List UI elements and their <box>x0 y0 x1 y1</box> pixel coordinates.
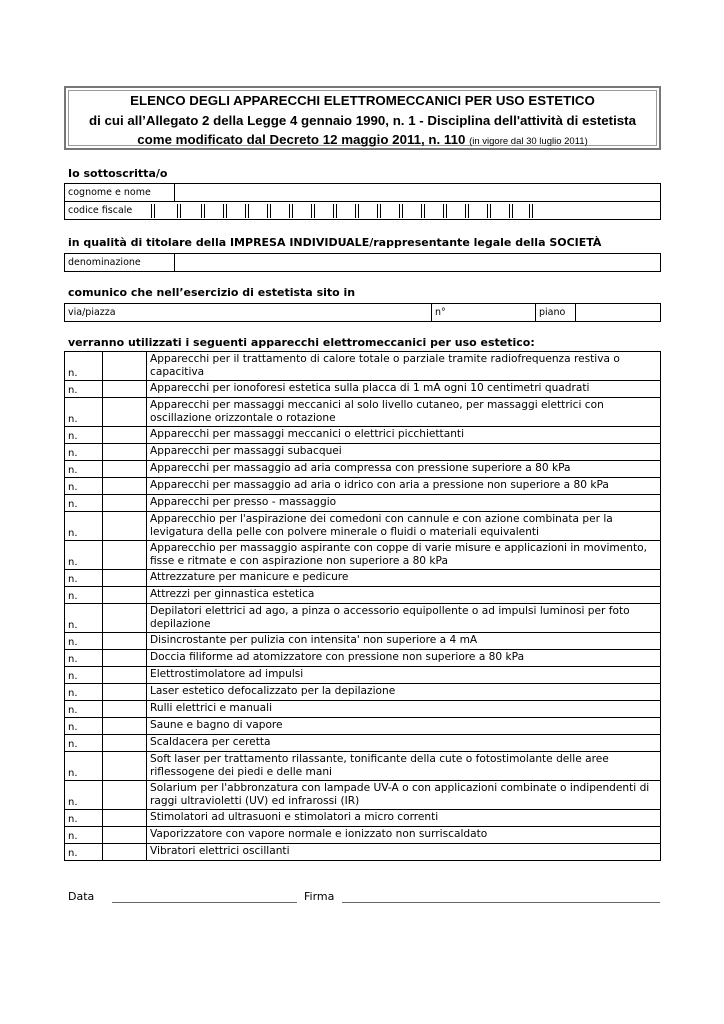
codice-fiscale-cell-separator <box>355 204 359 218</box>
codice-fiscale-cell-separator <box>245 204 249 218</box>
equipment-description: Saune e bagno di vapore <box>150 719 283 731</box>
codice-fiscale-cell-separator <box>421 204 425 218</box>
equipment-row <box>64 444 661 461</box>
codice-fiscale-cell-separator <box>267 204 271 218</box>
codice-fiscale-cell-separator <box>443 204 447 218</box>
quantity-input-cell[interactable] <box>102 461 147 477</box>
equipment-row <box>64 427 661 444</box>
equipment-description: Apparecchio per l'aspirazione dei comedoni con cannule e con azione combinata per la levigatura della pelle con polvere minerale o fluidi o materiali equivalenti <box>150 513 613 538</box>
quantity-input-cell[interactable] <box>102 587 147 603</box>
quantity-input-cell[interactable] <box>102 512 147 540</box>
quantity-label: n. <box>68 831 78 842</box>
equipment-description: Depilatori elettrici ad ago, a pinza o accessorio equipollente o ad impulsi luminosi per foto depilazione <box>150 605 630 630</box>
codice-fiscale-cell-separator <box>223 204 227 218</box>
quantity-input-cell[interactable] <box>102 541 147 569</box>
quantity-input-cell[interactable] <box>102 427 147 443</box>
denominazione-label: denominazione <box>68 257 141 268</box>
quantity-input-cell[interactable] <box>102 752 147 780</box>
quantity-label: n. <box>68 620 78 631</box>
quantity-input-cell[interactable] <box>102 810 147 826</box>
equipment-row <box>64 844 661 861</box>
codice-fiscale-cell-separator <box>487 204 491 218</box>
denominazione-field[interactable] <box>64 253 661 272</box>
quantity-label: n. <box>68 528 78 539</box>
quantity-label: n. <box>68 814 78 825</box>
quantity-label: n. <box>68 448 78 459</box>
codice-fiscale-cell-separator <box>333 204 337 218</box>
equipment-description: Rulli elettrici e manuali <box>150 702 273 714</box>
codice-fiscale-cell-separator <box>311 204 315 218</box>
quantity-input-cell[interactable] <box>102 844 147 860</box>
equipment-row <box>64 587 661 604</box>
quantity-label: n. <box>68 368 78 379</box>
codice-fiscale-label: codice fiscale <box>68 205 133 216</box>
equipment-description: Attrezzi per ginnastica estetica <box>150 588 315 600</box>
quantity-input-cell[interactable] <box>102 398 147 426</box>
equipment-description: Vaporizzatore con vapore normale e ionizzato non surriscaldato <box>150 828 488 840</box>
numero-civico-label: n° <box>435 307 446 318</box>
equipment-description: Apparecchi per massaggi subacquei <box>150 445 342 457</box>
equipment-row <box>64 667 661 684</box>
quantity-input-cell[interactable] <box>102 478 147 494</box>
equipment-description: Scaldacera per ceretta <box>150 736 271 748</box>
equipment-description: Apparecchi per massaggi meccanici o elettrici picchiettanti <box>150 428 465 440</box>
equipment-row <box>64 701 661 718</box>
title-note: (in vigore dal 30 luglio 2011) <box>469 136 588 147</box>
quantity-input-cell[interactable] <box>102 352 147 380</box>
codice-fiscale-cell-separator <box>151 204 155 218</box>
quantity-label: n. <box>68 722 78 733</box>
quantity-label: n. <box>68 431 78 442</box>
equipment-description: Disincrostante per pulizia con intensita' non superiore a 4 mA <box>150 634 478 646</box>
quantity-label: n. <box>68 591 78 602</box>
section-heading-apparecchi: verranno utilizzati i seguenti apparecchi elettromeccanici per uso estetico: <box>68 336 535 349</box>
section-heading-sottoscritto: Io sottoscritta/o <box>68 167 168 180</box>
quantity-input-cell[interactable] <box>102 650 147 666</box>
quantity-input-cell[interactable] <box>102 827 147 843</box>
codice-fiscale-cell-separator <box>377 204 381 218</box>
equipment-row <box>64 381 661 398</box>
equipment-description: Apparecchi per massaggio ad aria compressa con pressione superiore a 80 kPa <box>150 462 571 474</box>
data-label: Data <box>68 890 95 903</box>
codice-fiscale-cell-separator <box>201 204 205 218</box>
quantity-label: n. <box>68 797 78 808</box>
equipment-row <box>64 398 661 427</box>
codice-fiscale-cell-separator <box>529 204 533 218</box>
equipment-description: Elettrostimolatore ad impulsi <box>150 668 304 680</box>
codice-fiscale-cell-separator <box>465 204 469 218</box>
equipment-row <box>64 781 661 810</box>
quantity-label: n. <box>68 848 78 859</box>
equipment-row <box>64 461 661 478</box>
quantity-label: n. <box>68 465 78 476</box>
section-heading-esercizio: comunico che nell’esercizio di estetista sito in <box>68 286 356 299</box>
equipment-description: Doccia filiforme ad atomizzatore con pressione non superiore a 80 kPa <box>150 651 525 663</box>
equipment-description: Apparecchi per massaggio ad aria o idrico con aria a pressione non superiore a 80 kPa <box>150 479 609 491</box>
codice-fiscale-cell-separator <box>509 204 513 218</box>
codice-fiscale-field[interactable] <box>64 201 661 220</box>
quantity-input-cell[interactable] <box>102 633 147 649</box>
quantity-input-cell[interactable] <box>102 781 147 809</box>
quantity-input-cell[interactable] <box>102 495 147 511</box>
quantity-label: n. <box>68 671 78 682</box>
equipment-row <box>64 352 661 381</box>
quantity-label: n. <box>68 654 78 665</box>
title-box <box>64 86 661 150</box>
quantity-input-cell[interactable] <box>102 667 147 683</box>
quantity-input-cell[interactable] <box>102 735 147 751</box>
quantity-label: n. <box>68 637 78 648</box>
equipment-row <box>64 735 661 752</box>
equipment-description: Soft laser per trattamento rilassante, tonificante della cute o fotostimolante delle aree riflessogene dei piedi e delle mani <box>150 753 609 778</box>
cognome-nome-label: cognome e nome <box>68 187 151 198</box>
equipment-description: Apparecchi per massaggi meccanici al solo livello cutaneo, per massaggi elettrici con oscillazione orizzontale o rotazione <box>150 399 604 424</box>
quantity-label: n. <box>68 768 78 779</box>
equipment-description: Apparecchi per presso - massaggio <box>150 496 337 508</box>
quantity-label: n. <box>68 482 78 493</box>
equipment-description: Apparecchi per ionoforesi estetica sulla placca di 1 mA ogni 10 centimetri quadrati <box>150 382 590 394</box>
equipment-row <box>64 752 661 781</box>
quantity-label: n. <box>68 739 78 750</box>
quantity-input-cell[interactable] <box>102 701 147 717</box>
quantity-label: n. <box>68 557 78 568</box>
equipment-description: Apparecchi per il trattamento di calore totale o parziale tramite radiofrequenza restiva o capacitiva <box>150 353 620 378</box>
equipment-description: Vibratori elettrici oscillanti <box>150 845 290 857</box>
title-line-1: ELENCO DEGLI APPARECCHI ELETTROMECCANICI PER USO ESTETICO <box>130 93 595 108</box>
equipment-row <box>64 633 661 650</box>
equipment-description: Laser estetico defocalizzato per la depilazione <box>150 685 396 697</box>
title-line-2: di cui all’Allegato 2 della Legge 4 gennaio 1990, n. 1 - Disciplina dell'attività di estetista <box>88 113 637 128</box>
equipment-description: Stimolatori ad ultrasuoni e stimolatori a micro correnti <box>150 811 439 823</box>
quantity-input-cell[interactable] <box>102 570 147 586</box>
section-heading-qualita: in qualità di titolare della IMPRESA INDIVIDUALE/rappresentante legale della SOCIETÀ <box>68 236 602 249</box>
equipment-row <box>64 541 661 570</box>
data-signature-line[interactable] <box>112 902 297 903</box>
quantity-input-cell[interactable] <box>102 604 147 632</box>
piano-label: piano <box>539 307 566 318</box>
codice-fiscale-cell-separator <box>399 204 403 218</box>
cognome-nome-field[interactable] <box>64 183 661 202</box>
equipment-description: Apparecchio per massaggio aspirante con coppe di varie misure e applicazioni in movimento, fisse e ritmate e con aspirazione non superiore a 80 kPa <box>150 542 647 567</box>
equipment-row <box>64 827 661 844</box>
codice-fiscale-cell-separator <box>289 204 293 218</box>
quantity-label: n. <box>68 688 78 699</box>
firma-signature-line[interactable] <box>342 902 660 903</box>
equipment-row <box>64 810 661 827</box>
indirizzo-field[interactable] <box>64 303 661 322</box>
quantity-input-cell[interactable] <box>102 381 147 397</box>
quantity-input-cell[interactable] <box>102 718 147 734</box>
via-piazza-label: via/piazza <box>68 307 116 318</box>
quantity-input-cell[interactable] <box>102 684 147 700</box>
quantity-label: n. <box>68 385 78 396</box>
equipment-row <box>64 684 661 701</box>
quantity-input-cell[interactable] <box>102 444 147 460</box>
equipment-row <box>64 650 661 667</box>
title-line-3: come modificato dal Decreto 12 maggio 2011, n. 110 (in vigore dal 30 luglio 2011) <box>137 132 588 147</box>
quantity-label: n. <box>68 574 78 585</box>
equipment-row <box>64 478 661 495</box>
equipment-description: Solarium per l'abbronzatura con lampade UV-A o con applicazioni combinate o indipendenti di raggi ultravioletti (UV) ed infrarossi (IR) <box>150 782 650 807</box>
quantity-label: n. <box>68 414 78 425</box>
codice-fiscale-cell-separator <box>177 204 181 218</box>
quantity-label: n. <box>68 499 78 510</box>
equipment-row <box>64 604 661 633</box>
quantity-label: n. <box>68 705 78 716</box>
firma-label: Firma <box>304 890 335 903</box>
equipment-row <box>64 570 661 587</box>
equipment-description: Attrezzature per manicure e pedicure <box>150 571 349 583</box>
equipment-row <box>64 718 661 735</box>
equipment-row <box>64 512 661 541</box>
equipment-row <box>64 495 661 512</box>
